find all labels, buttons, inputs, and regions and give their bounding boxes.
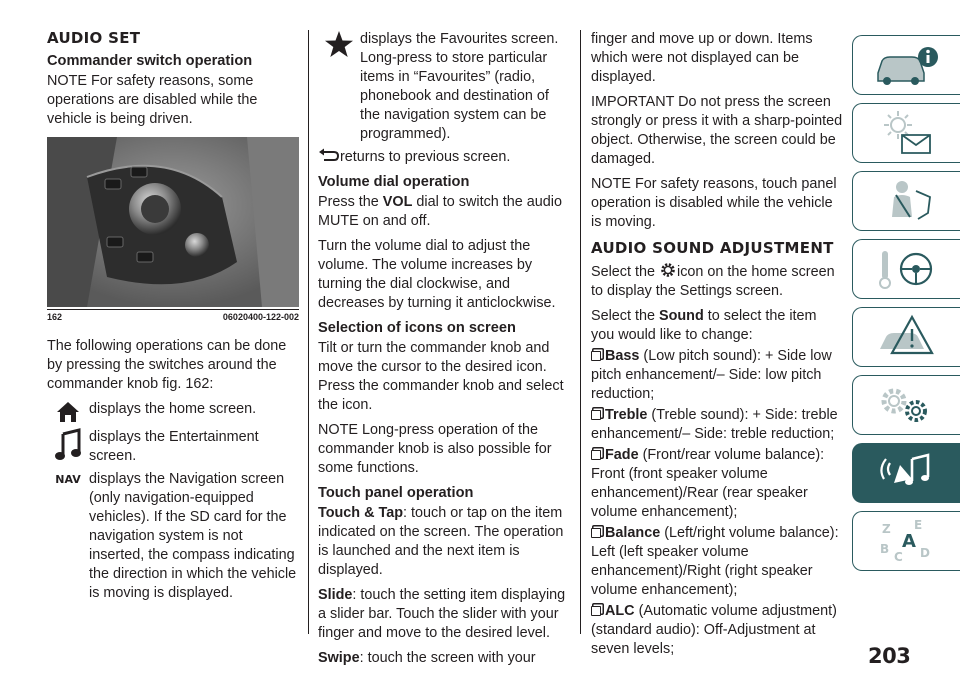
bullet-square-icon [591, 450, 601, 460]
selection-note: NOTE Long-press operation of the commander knob is also possible for some functions. [318, 422, 552, 476]
bullet-alc [591, 602, 843, 659]
subheading-commander: Commander switch operation [47, 53, 253, 69]
bullet-square-icon [591, 410, 601, 420]
text: Press the [318, 194, 383, 210]
figure-code: 06020400-122-002 [222, 312, 299, 322]
svg-text:Z: Z [881, 522, 891, 536]
volume-paragraph-2: Turn the volume dial to adjust the volume. The volume increases by turning the dial clockwise, and decreases by turning it anticlockwise. [318, 238, 556, 311]
swipe-bold: Swipe [318, 650, 360, 666]
star-icon [324, 30, 354, 58]
figure-number: 162 [47, 312, 63, 322]
bullet-text: (Treble sound): + Side: treble enhancement/– Side: treble reduction; [591, 407, 838, 442]
text: : touch the screen with your [359, 650, 536, 666]
swipe-paragraph [318, 649, 568, 668]
bullet-square-icon [591, 528, 601, 538]
swipe-continued: finger and move up or down. Items which were not displayed can be displayed. [591, 31, 813, 85]
back-item [318, 148, 568, 167]
chapter-tabs [852, 35, 960, 579]
text: dial to switch the audio MUTE on and off. [318, 194, 562, 229]
vol-bold: VOL [382, 194, 413, 210]
text: to select the item you would like to change: [591, 308, 817, 343]
subheading-volume: Volume dial operation [318, 174, 470, 190]
tab-emergency[interactable] [852, 307, 960, 367]
text: : touch the setting item displaying a slider bar. Touch the slider with your finger and move to the desired level. [318, 587, 566, 641]
bullet-square-icon [591, 606, 601, 616]
favourites-item [318, 30, 568, 144]
music-item [47, 428, 299, 466]
commander-knob-photo [47, 137, 299, 307]
intro-text: The following operations can be done by pressing the switches around the commander knob fig. 162: [47, 338, 287, 392]
music-note-icon [55, 428, 81, 462]
tab-maintenance[interactable] [852, 375, 960, 435]
bullet-bold: ALC [605, 603, 635, 619]
bullet-text: (Left/right volume balance): Left (left speaker volume enhancement)/Right (right speaker volume enhancement); [591, 525, 839, 598]
svg-text:B: B [879, 542, 889, 556]
bullet-bold: Fade [605, 447, 639, 463]
figure-commander-knob [47, 137, 299, 307]
selection-paragraph: Tilt or turn the commander knob and move the cursor to the desired icon. Press the commander knob and select the icon. [318, 340, 564, 413]
column-divider-1 [308, 30, 309, 634]
bullet-balance [591, 524, 843, 600]
column-2 [318, 30, 568, 674]
maintenance-gears-icon [872, 381, 942, 429]
section-title-audio-set: AUDIO SET [47, 29, 141, 47]
text: Select the [591, 264, 659, 280]
touch-paragraph [318, 504, 568, 580]
touch-note: NOTE For safety reasons, touch panel operation is disabled while the vehicle is moving. [591, 176, 837, 230]
bullet-treble [591, 406, 843, 444]
page-number: 203 [868, 644, 911, 668]
svg-text:E: E [913, 518, 922, 532]
subheading-touch: Touch panel operation [318, 485, 474, 501]
column-3 [591, 30, 843, 661]
bullet-square-icon [591, 351, 601, 361]
text: : touch or tap on the item indicated on the screen. The operation is launched and the next item is displayed. [318, 505, 564, 578]
bullet-bold: Bass [605, 348, 640, 364]
music-navigation-icon [872, 449, 942, 497]
slide-bold: Slide [318, 587, 353, 603]
svg-text:D: D [919, 546, 930, 560]
bullet-fade [591, 446, 843, 522]
volume-paragraph-1 [318, 193, 568, 231]
text: Select the [591, 308, 659, 324]
sound-select [591, 307, 843, 345]
steering-key-icon [872, 245, 942, 293]
seat-safety-icon [872, 177, 942, 225]
settings-select [591, 261, 843, 301]
nav-text: displays the Navigation screen (only navigation-equipped vehicles). If the SD card for the navigation system is not inserted, the compass indicating the direction in which the vehicle is moving is displayed. [89, 471, 297, 601]
tab-seat-safety[interactable] [852, 171, 960, 231]
svg-text:A: A [901, 531, 916, 552]
bullet-text: (Front/rear volume balance): Front (front speaker volume enhancement)/Rear (rear speaker volume enhancement); [591, 447, 825, 520]
tab-warning-lights[interactable] [852, 103, 960, 163]
section-title-sound: AUDIO SOUND ADJUSTMENT [591, 239, 834, 257]
touch-bold: Touch & Tap [318, 505, 404, 521]
sound-bold: Sound [659, 308, 704, 324]
index-letters-icon [872, 517, 942, 565]
important-text: IMPORTANT Do not press the screen strongly or press it with a sharp-pointed object. Otherwise, the screen could be damaged. [591, 94, 843, 167]
nav-label: NAV [55, 473, 81, 486]
note-safety: NOTE For safety reasons, some operations are disabled while the vehicle is being driven. [47, 73, 258, 127]
slide-paragraph [318, 586, 568, 643]
car-info-icon [872, 43, 942, 87]
home-icon [55, 400, 81, 424]
favourites-text: displays the Favourites screen. Long-press to store particular items in “Favourites” (radio, phonebook and destination of the navigation system can be programmed). [360, 31, 559, 142]
home-text: displays the home screen. [89, 401, 257, 417]
back-text: returns to previous screen. [340, 149, 511, 165]
column-1 [47, 30, 299, 607]
text: icon on the home screen to display the Settings screen. [591, 264, 835, 299]
tab-audio-navigation[interactable] [852, 443, 960, 503]
svg-text:C: C [893, 550, 903, 564]
subheading-selection: Selection of icons on screen [318, 320, 516, 336]
bullet-text: (Automatic volume adjustment) (standard audio): Off-Adjustment at seven levels; [591, 603, 837, 657]
tab-index[interactable] [852, 511, 960, 571]
bullet-bass [591, 347, 843, 404]
bullet-text: (Low pitch sound): + Side low pitch enhancement/– Side: low pitch reduction; [591, 348, 832, 402]
nav-item [47, 470, 299, 603]
gear-icon [659, 261, 677, 279]
emergency-triangle-icon [872, 313, 942, 361]
tab-car-info[interactable] [852, 35, 960, 95]
warning-lights-icon [872, 109, 942, 157]
home-item [47, 400, 299, 424]
music-text: displays the Entertainment screen. [89, 429, 259, 464]
bullet-bold: Balance [605, 525, 661, 541]
bullet-bold: Treble [605, 407, 648, 423]
tab-steering-key[interactable] [852, 239, 960, 299]
back-arrow-icon [318, 148, 340, 162]
column-divider-2 [580, 30, 581, 634]
figure-caption [47, 309, 299, 323]
